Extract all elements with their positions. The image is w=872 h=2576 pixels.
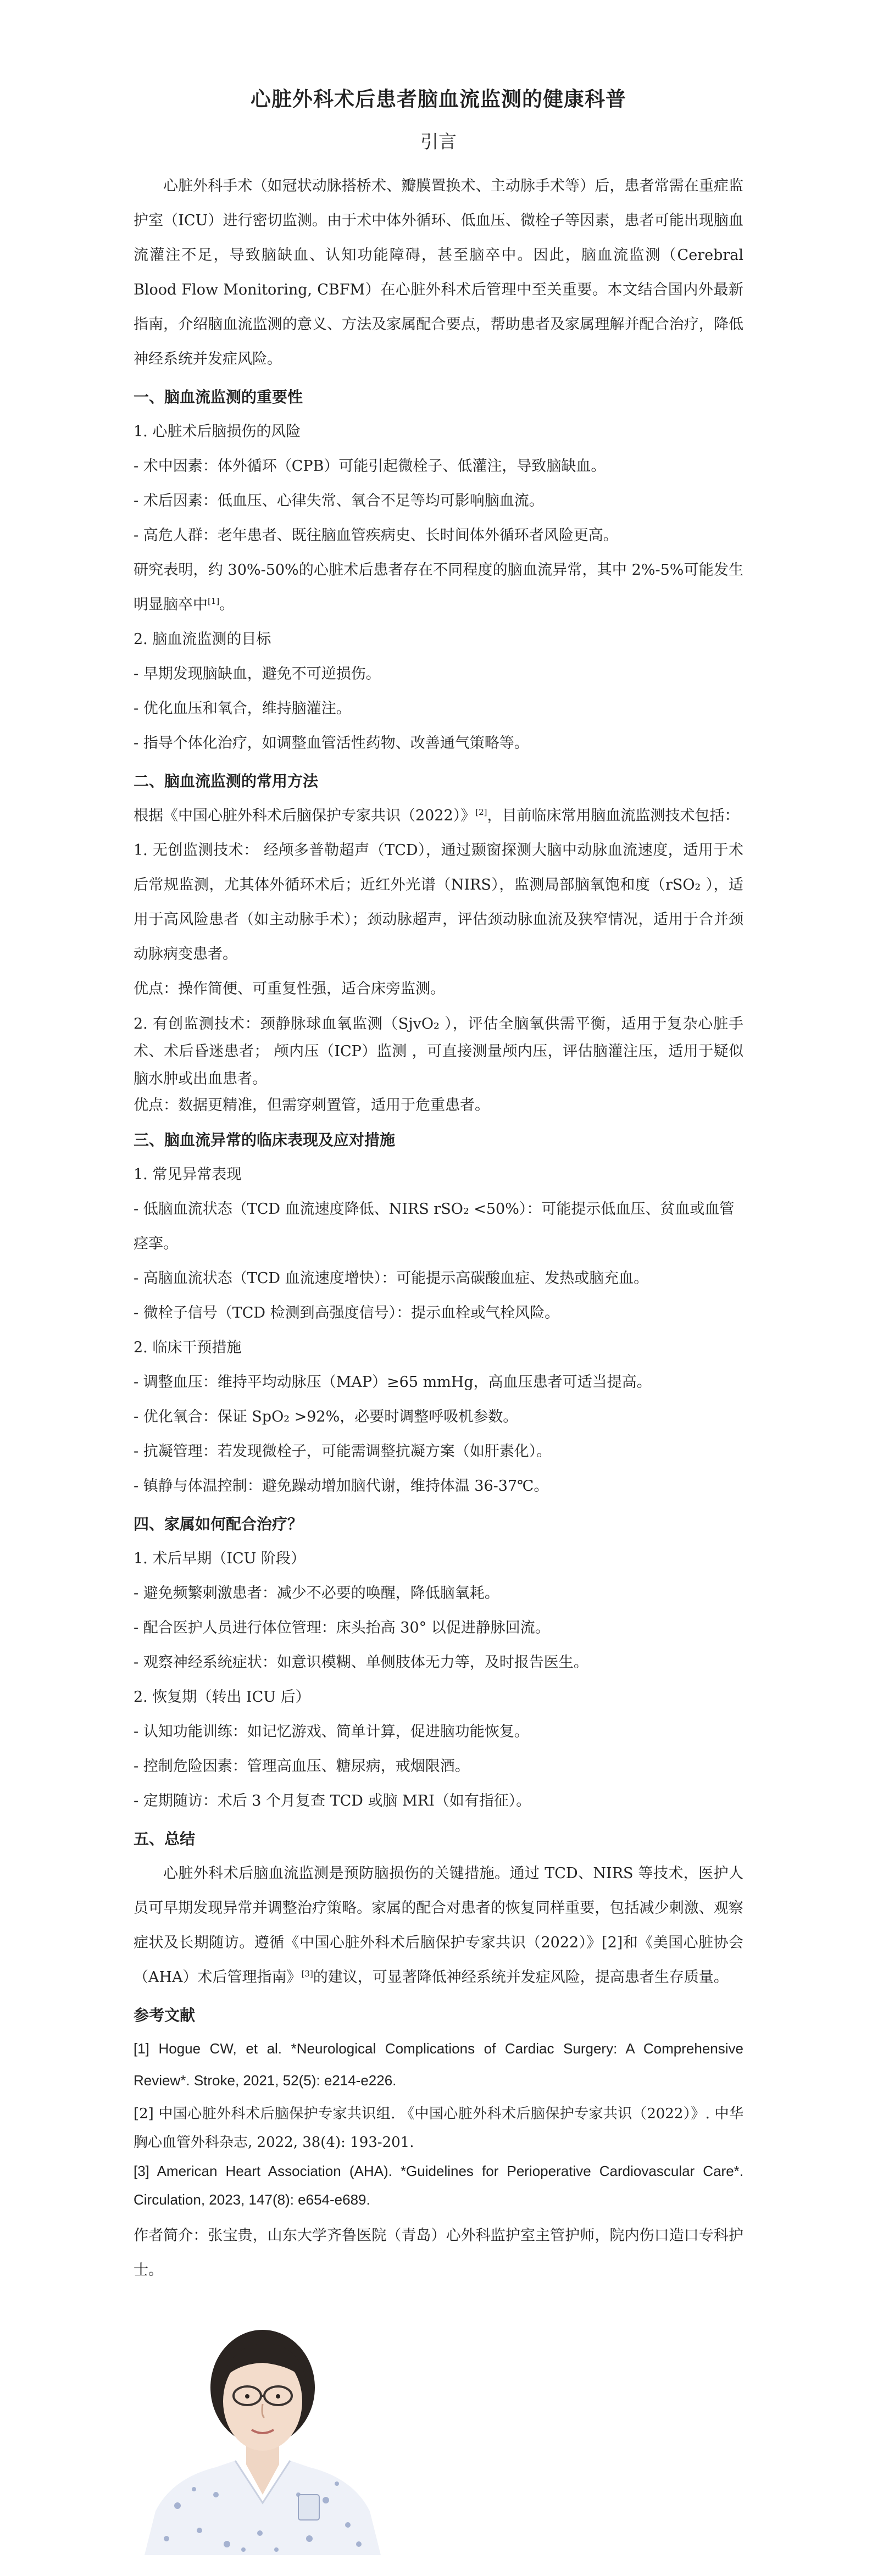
list-item: - 术中因素：体外循环（CPB）可能引起微栓子、低灌注，导致脑缺血。 xyxy=(134,458,606,475)
section-4-heading: 四、家属如何配合治疗？ xyxy=(134,1515,303,1533)
lead-end: ，目前临床常用脑血流监测技术包括： xyxy=(487,807,740,824)
article-title: 心脏外科术后患者脑血流监测的健康科普 xyxy=(251,87,626,111)
section-1-sub-2: 2. 脑血流监测的目标 xyxy=(134,631,271,648)
citation-1: [1] xyxy=(208,596,220,606)
list-item: - 高脑血流状态（TCD 血流速度增快）：可能提示高碳酸血症、发热或脑充血。 xyxy=(134,1270,649,1287)
section-3-heading: 三、脑血流异常的临床表现及应对措施 xyxy=(134,1131,396,1149)
section-2-heading: 二、脑血流监测的常用方法 xyxy=(134,772,319,790)
citation-2: [2] xyxy=(475,807,487,817)
research-text: 研究表明，约 30%-50%的心脏术后患者存在不同程度的脑血流异常，其中 2%-5%可能发生明显脑卒中 xyxy=(134,562,743,613)
section-2-lead xyxy=(134,798,743,833)
list-item: - 观察神经系统症状：如意识模糊、单侧肢体无力等，及时报告医生。 xyxy=(134,1654,588,1671)
list-item: - 优化血压和氧合，维持脑灌注。 xyxy=(134,700,351,717)
section-3-sub-1: 1. 常见异常表现 xyxy=(134,1166,242,1183)
lead-text: 根据《中国心脏外科术后脑保护专家共识（2022）》 xyxy=(134,807,476,824)
list-item: - 避免频繁刺激患者：减少不必要的唤醒，降低脑氧耗。 xyxy=(134,1585,499,1602)
references-heading: 参考文献 xyxy=(134,2006,196,2024)
list-item: - 镇静与体温控制：避免躁动增加脑代谢，维持体温 36-37℃。 xyxy=(134,1478,549,1495)
noninvasive-advantages: 优点：操作简便、可重复性强，适合床旁监测。 xyxy=(134,980,445,997)
section-4-sub-2: 2. 恢复期（转出 ICU 后） xyxy=(134,1689,310,1706)
citation-3: [3] xyxy=(301,1969,313,1979)
section-5-heading: 五、总结 xyxy=(134,1830,196,1848)
intro-paragraph: 心脏外科手术（如冠状动脉搭桥术、瓣膜置换术、主动脉手术等）后，患者常需在重症监护室（ICU）进行密切监测。由于术中体外循环、低血压、微栓子等因素，患者可能出现脑血流灌注不足，导致脑缺血、认知功能障碍，甚至脑卒中。因此，脑血流监测（Cerebral Blood Flow Monitoring, CBFM）在心脏外科术后管理中至关重要。本文结合国内外最新指南，介绍脑血流监测的意义、方法及家属配合要点，帮助患者及家属理解并配合治疗，降低神经系统并发症风险。 xyxy=(134,177,743,368)
author-bio: 作者简介：张宝贵，山东大学齐鲁医院（青岛）心外科监护室主管护师，院内伤口造口专科护士。 xyxy=(134,2227,743,2279)
list-item: - 低脑血流状态（TCD 血流速度降低、NIRS rSO₂ <50%）：可能提示低血压、贫血或血管痉挛。 xyxy=(134,1201,735,1252)
list-item: - 术后因素：低血压、心律失常、氧合不足等均可影响脑血流。 xyxy=(134,492,544,509)
list-item: - 微栓子信号（TCD 检测到高强度信号）：提示血栓或气栓风险。 xyxy=(134,1304,560,1322)
list-item: - 控制危险因素：管理高血压、糖尿病，戒烟限酒。 xyxy=(134,1758,470,1775)
section-1-heading: 一、脑血流监测的重要性 xyxy=(134,388,303,406)
list-item: - 指导个体化治疗，如调整血管活性药物、改善通气策略等。 xyxy=(134,735,529,752)
section-3-sub-2: 2. 临床干预措施 xyxy=(134,1339,242,1356)
reference-item: [2] 中国心脏外科术后脑保护专家共识组. 《中国心脏外科术后脑保护专家共识（2022）》. 中华胸心血管外科杂志, 2022, 38(4): 193-201. xyxy=(134,2106,743,2151)
noninvasive-methods: 1. 无创监测技术： 经颅多普勒超声（TCD），通过颞窗探测大脑中动脉血流速度，适用于术后常规监测，尤其体外循环术后；近红外光谱（NIRS），监测局部脑氧饱和度（rSO₂ ），适用于高风险患者（如主动脉手术）；颈动脉超声，评估颈动脉血流及狭窄情况，适用于合并颈动脉病变患者。 xyxy=(134,842,743,963)
intro-heading: 引言 xyxy=(420,131,457,152)
research-note xyxy=(134,553,743,622)
section-1-sub-1: 1. 心脏术后脑损伤的风险 xyxy=(134,423,301,440)
invasive-methods: 2. 有创监测技术：颈静脉球血氧监测（SjvO₂ ），评估全脑氧供需平衡，适用于复杂心脏手术、术后昏迷患者； 颅内压（ICP）监测 ，可直接测量颅内压，评估脑灌注压，适用于疑似脑水肿或出血患者。 xyxy=(134,1015,743,1087)
research-end: 。 xyxy=(219,596,235,613)
summary-text: 心脏外科术后脑血流监测是预防脑损伤的关键措施。通过 TCD、NIRS 等技术，医护人员可早期发现异常并调整治疗策略。家属的配合对患者的恢复同样重要，包括减少刺激、观察症状及长期随访。遵循《中国心脏外科术后脑保护专家共识（2022）》[2]和《美国心脏协会（AHA）术后管理指南》 xyxy=(134,1865,743,1986)
list-item: - 定期随访：术后 3 个月复查 TCD 或脑 MRI（如有指征）。 xyxy=(134,1792,531,1809)
invasive-advantages: 优点：数据更精准，但需穿刺置管，适用于危重患者。 xyxy=(134,1097,490,1114)
list-item: - 调整血压：维持平均动脉压（MAP）≥65 mmHg，高血压患者可适当提高。 xyxy=(134,1374,652,1391)
list-item: - 高危人群：老年患者、既往脑血管疾病史、长时间体外循环者风险更高。 xyxy=(134,527,618,544)
list-item: - 配合医护人员进行体位管理：床头抬高 30° 以促进静脉回流。 xyxy=(134,1619,550,1636)
reference-item: [1] Hogue CW, et al. *Neurological Complications of Cardiac Surgery: A Comprehensive Review*. Stroke, 2021, 52(5): e214-e226. xyxy=(134,2040,743,2089)
list-item: - 早期发现脑缺血，避免不可逆损伤。 xyxy=(134,665,381,682)
list-item: - 认知功能训练：如记忆游戏、简单计算，促进脑功能恢复。 xyxy=(134,1723,529,1740)
reference-item: [3] American Heart Association (AHA). *Guidelines for Perioperative Cardiovascular Care*. Circulation, 2023, 147(8): e654-e689. xyxy=(134,2163,743,2208)
summary-end: 的建议，可显著降低神经系统并发症风险，提高患者生存质量。 xyxy=(313,1969,729,1986)
section-4-sub-1: 1. 术后早期（ICU 阶段） xyxy=(134,1550,306,1567)
author-photo xyxy=(134,2313,392,2555)
article-body xyxy=(134,82,743,2288)
summary-paragraph xyxy=(134,1856,743,1995)
list-item: - 优化氧合：保证 SpO₂ >92%，必要时调整呼吸机参数。 xyxy=(134,1408,518,1425)
list-item: - 抗凝管理：若发现微栓子，可能需调整抗凝方案（如肝素化）。 xyxy=(134,1443,552,1460)
